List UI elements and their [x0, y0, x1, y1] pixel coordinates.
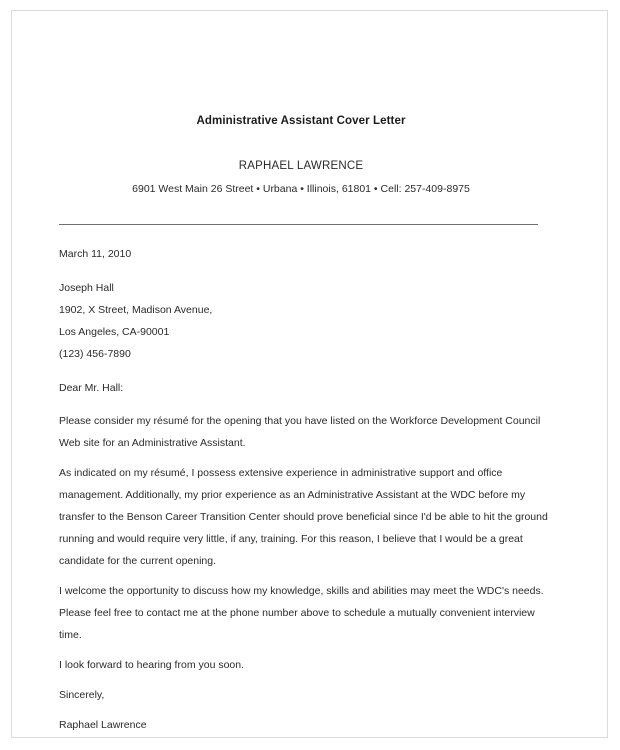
recipient-street: 1902, X Street, Madison Avenue, [59, 304, 213, 316]
page-title: Administrative Assistant Cover Letter [196, 115, 406, 127]
recipient-phone: (123) 456-7890 [59, 348, 131, 360]
body-paragraph-3: I welcome the opportunity to discuss how my knowledge, skills and abilities may meet the WDC's needs. Please feel free to contact me at the phone number above to schedule a mutually convenient interview time. [59, 585, 544, 641]
recipient-address-block [59, 277, 549, 365]
body-paragraph-4: I look forward to hearing from you soon. [59, 659, 245, 671]
letter-body [59, 247, 549, 736]
recipient-name: Joseph Hall [59, 282, 114, 294]
body-paragraph-1: Please consider my résumé for the opening that you have listed on the Workforce Development Council Web site for an Administrative Assistant. [59, 415, 541, 449]
sender-contact-line: 6901 West Main 26 Street • Urbana • Illinois, 61801 • Cell: 257-409-8975 [132, 183, 470, 195]
document-content-area [12, 11, 607, 737]
closing-salutation: Sincerely, [59, 689, 105, 701]
salutation: Dear Mr. Hall: [59, 382, 124, 394]
recipient-city-state-zip: Los Angeles, CA-90001 [59, 326, 170, 338]
signature-name: Raphael Lawrence [59, 719, 147, 731]
body-paragraph-2: As indicated on my résumé, I possess extensive experience in administrative support and office management. Additionally, my prior experience as an Administrative Assistant at the WDC before my transfer to the Benson Career Transition Center should prove beneficial since I'd be able to hit the ground running and would require very little, if any, training. For this reason, I believe that I would be a great candidate for the current opening. [59, 467, 548, 567]
header-divider [59, 224, 538, 225]
document-page [11, 10, 608, 738]
sender-name: RAPHAEL LAWRENCE [238, 160, 364, 172]
letter-date: March 11, 2010 [59, 248, 132, 260]
